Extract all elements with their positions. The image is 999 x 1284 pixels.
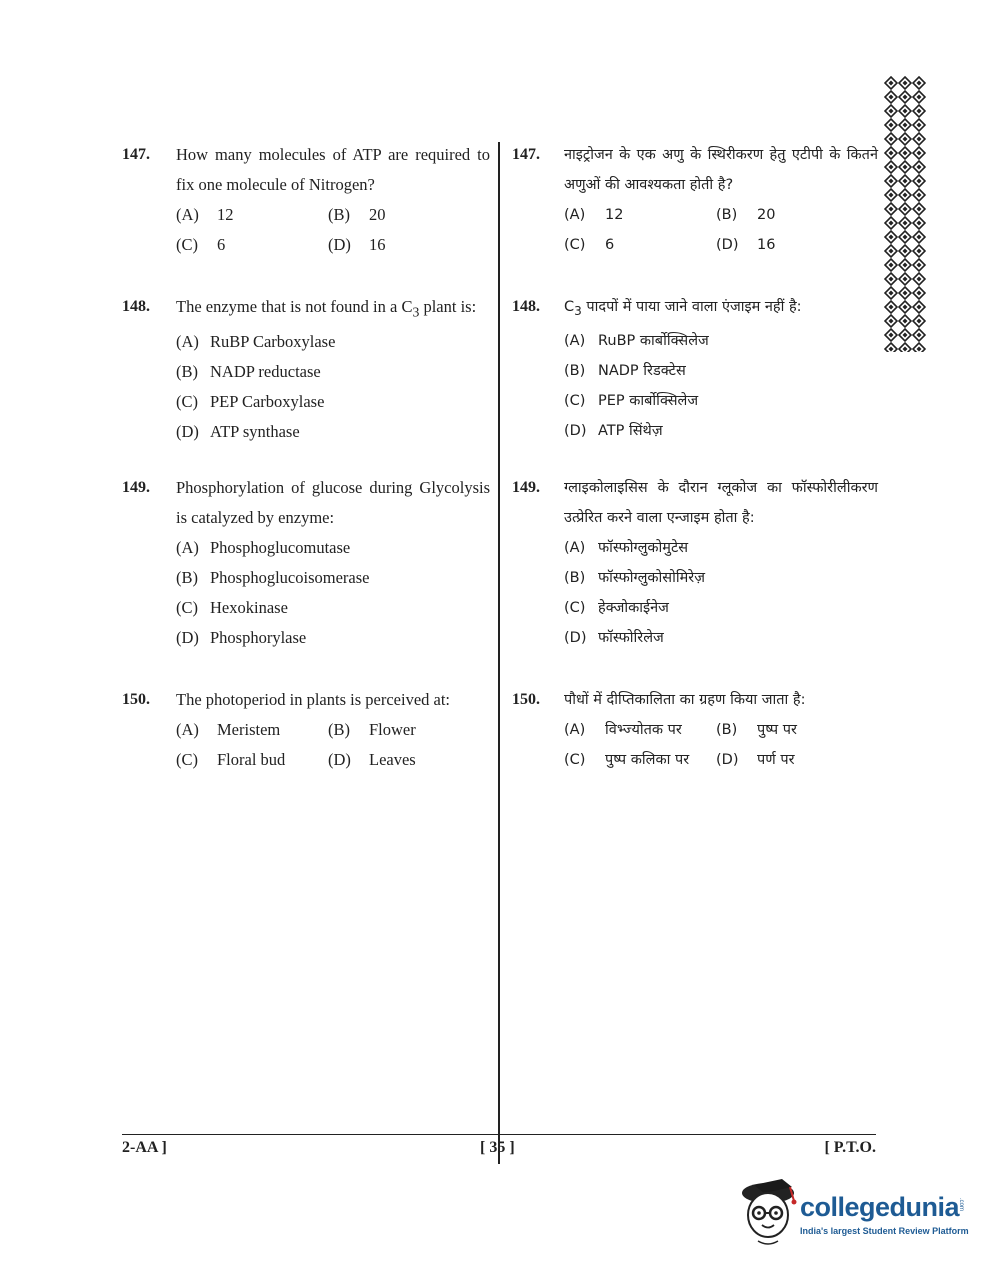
option-d: (D) फॉस्फोरिलेज — [564, 630, 664, 646]
option-d: (D) Leaves — [328, 750, 416, 769]
logo-tagline: India's largest Student Review Platform — [800, 1226, 969, 1236]
option-c: (C) PEP कार्बोक्सिलेज — [564, 392, 699, 409]
question-number: 147. — [512, 146, 540, 163]
option-a: (A) 12 — [564, 207, 624, 223]
question-149-hi — [512, 473, 878, 653]
option-b: (B) Phosphoglucoisomerase — [176, 568, 370, 587]
option-d: (D) ATP synthase — [176, 422, 300, 442]
column-divider — [498, 142, 500, 1164]
pto-label: [ P.T.O. — [824, 1139, 876, 1156]
question-148-en — [122, 292, 490, 447]
option-a: (A) विभ्ज्योतक पर — [564, 722, 682, 738]
option-a: (A) RuBP कार्बोक्सिलेज — [564, 332, 709, 349]
ornament-border — [884, 76, 926, 352]
question-147-en — [122, 140, 490, 260]
option-c: (C) PEP Carboxylase — [176, 392, 325, 412]
option-b: (B) 20 — [328, 205, 386, 224]
option-b: (B) NADP रिडक्टेस — [564, 362, 686, 379]
question-147-hi — [512, 140, 878, 260]
option-a: (A) Phosphoglucomutase — [176, 538, 351, 557]
option-b: (B) NADP reductase — [176, 362, 321, 382]
question-stem: पौधों में दीप्तिकालिता का ग्रहण किया जाता है: — [564, 692, 806, 708]
question-150-hi — [512, 685, 878, 775]
question-148-hi — [512, 292, 878, 446]
option-b: (B) 20 — [716, 207, 776, 223]
option-c: (C) पुष्प कलिका पर — [564, 752, 690, 768]
question-stem: The photoperiod in plants is perceived at: — [176, 690, 451, 709]
question-number: 150. — [122, 691, 150, 708]
question-number: 147. — [122, 146, 150, 163]
option-a: (A) RuBP Carboxylase — [176, 332, 336, 352]
question-150-en — [122, 685, 490, 775]
logo-domain: .com — [958, 1198, 964, 1212]
question-stem: How many molecules of ATP are required to fix one molecule of Nitrogen? — [176, 145, 490, 194]
question-149-en — [122, 473, 490, 653]
collegedunia-logo — [740, 1175, 970, 1250]
logo-wordmark: collegedunia — [800, 1192, 960, 1222]
option-c: (C) Hexokinase — [176, 598, 288, 617]
option-a: (A) 12 — [176, 205, 234, 224]
question-stem: $C_3$ पादपों में पाया जाने वाला एंजाइम नहीं है: — [564, 299, 802, 318]
question-number: 148. — [122, 298, 150, 315]
option-d: (D) 16 — [716, 237, 776, 253]
option-c: (C) 6 — [176, 235, 226, 254]
paper-code: 2-AA ] — [122, 1139, 167, 1156]
option-a: (A) फॉस्फोग्लुकोमुटेस — [564, 540, 689, 556]
option-b: (B) फॉस्फोग्लुकोसोमिरेज़ — [564, 570, 705, 586]
option-a: (A) Meristem — [176, 720, 281, 739]
option-d: (D) 16 — [328, 235, 386, 254]
option-b: (B) Flower — [328, 720, 416, 739]
mascot-icon — [740, 1175, 800, 1250]
option-c: (C) Floral bud — [176, 750, 286, 769]
option-d: (D) ATP सिंथेज़ — [564, 422, 663, 439]
option-c: (C) 6 — [564, 237, 615, 253]
option-c: (C) हेक्जोकाईनेज — [564, 600, 669, 616]
question-number: 149. — [512, 479, 540, 496]
question-stem: Phosphorylation of glucose during Glycolysis is catalyzed by enzyme: — [176, 478, 490, 527]
page-footer — [122, 1134, 876, 1156]
question-stem: ग्लाइकोलाइसिस के दौरान ग्लूकोज का फॉस्फोरीलीकरण उत्प्रेरित करने वाला एन्जाइम होता है: — [564, 480, 878, 526]
option-d: (D) Phosphorylase — [176, 628, 307, 647]
question-number: 149. — [122, 479, 150, 496]
question-stem: नाइट्रोजन के एक अणु के स्थिरीकरण हेतु एटीपी के कितने अणुओं की आवश्यकता होती है? — [564, 147, 878, 193]
question-stem: The enzyme that is not found in a $C_3$ plant is: — [176, 297, 477, 320]
question-number: 148. — [512, 298, 540, 315]
option-b: (B) पुष्प पर — [716, 722, 797, 738]
page-number: [ 35 ] — [480, 1139, 515, 1156]
question-number: 150. — [512, 691, 540, 708]
option-d: (D) पर्ण पर — [716, 752, 795, 768]
